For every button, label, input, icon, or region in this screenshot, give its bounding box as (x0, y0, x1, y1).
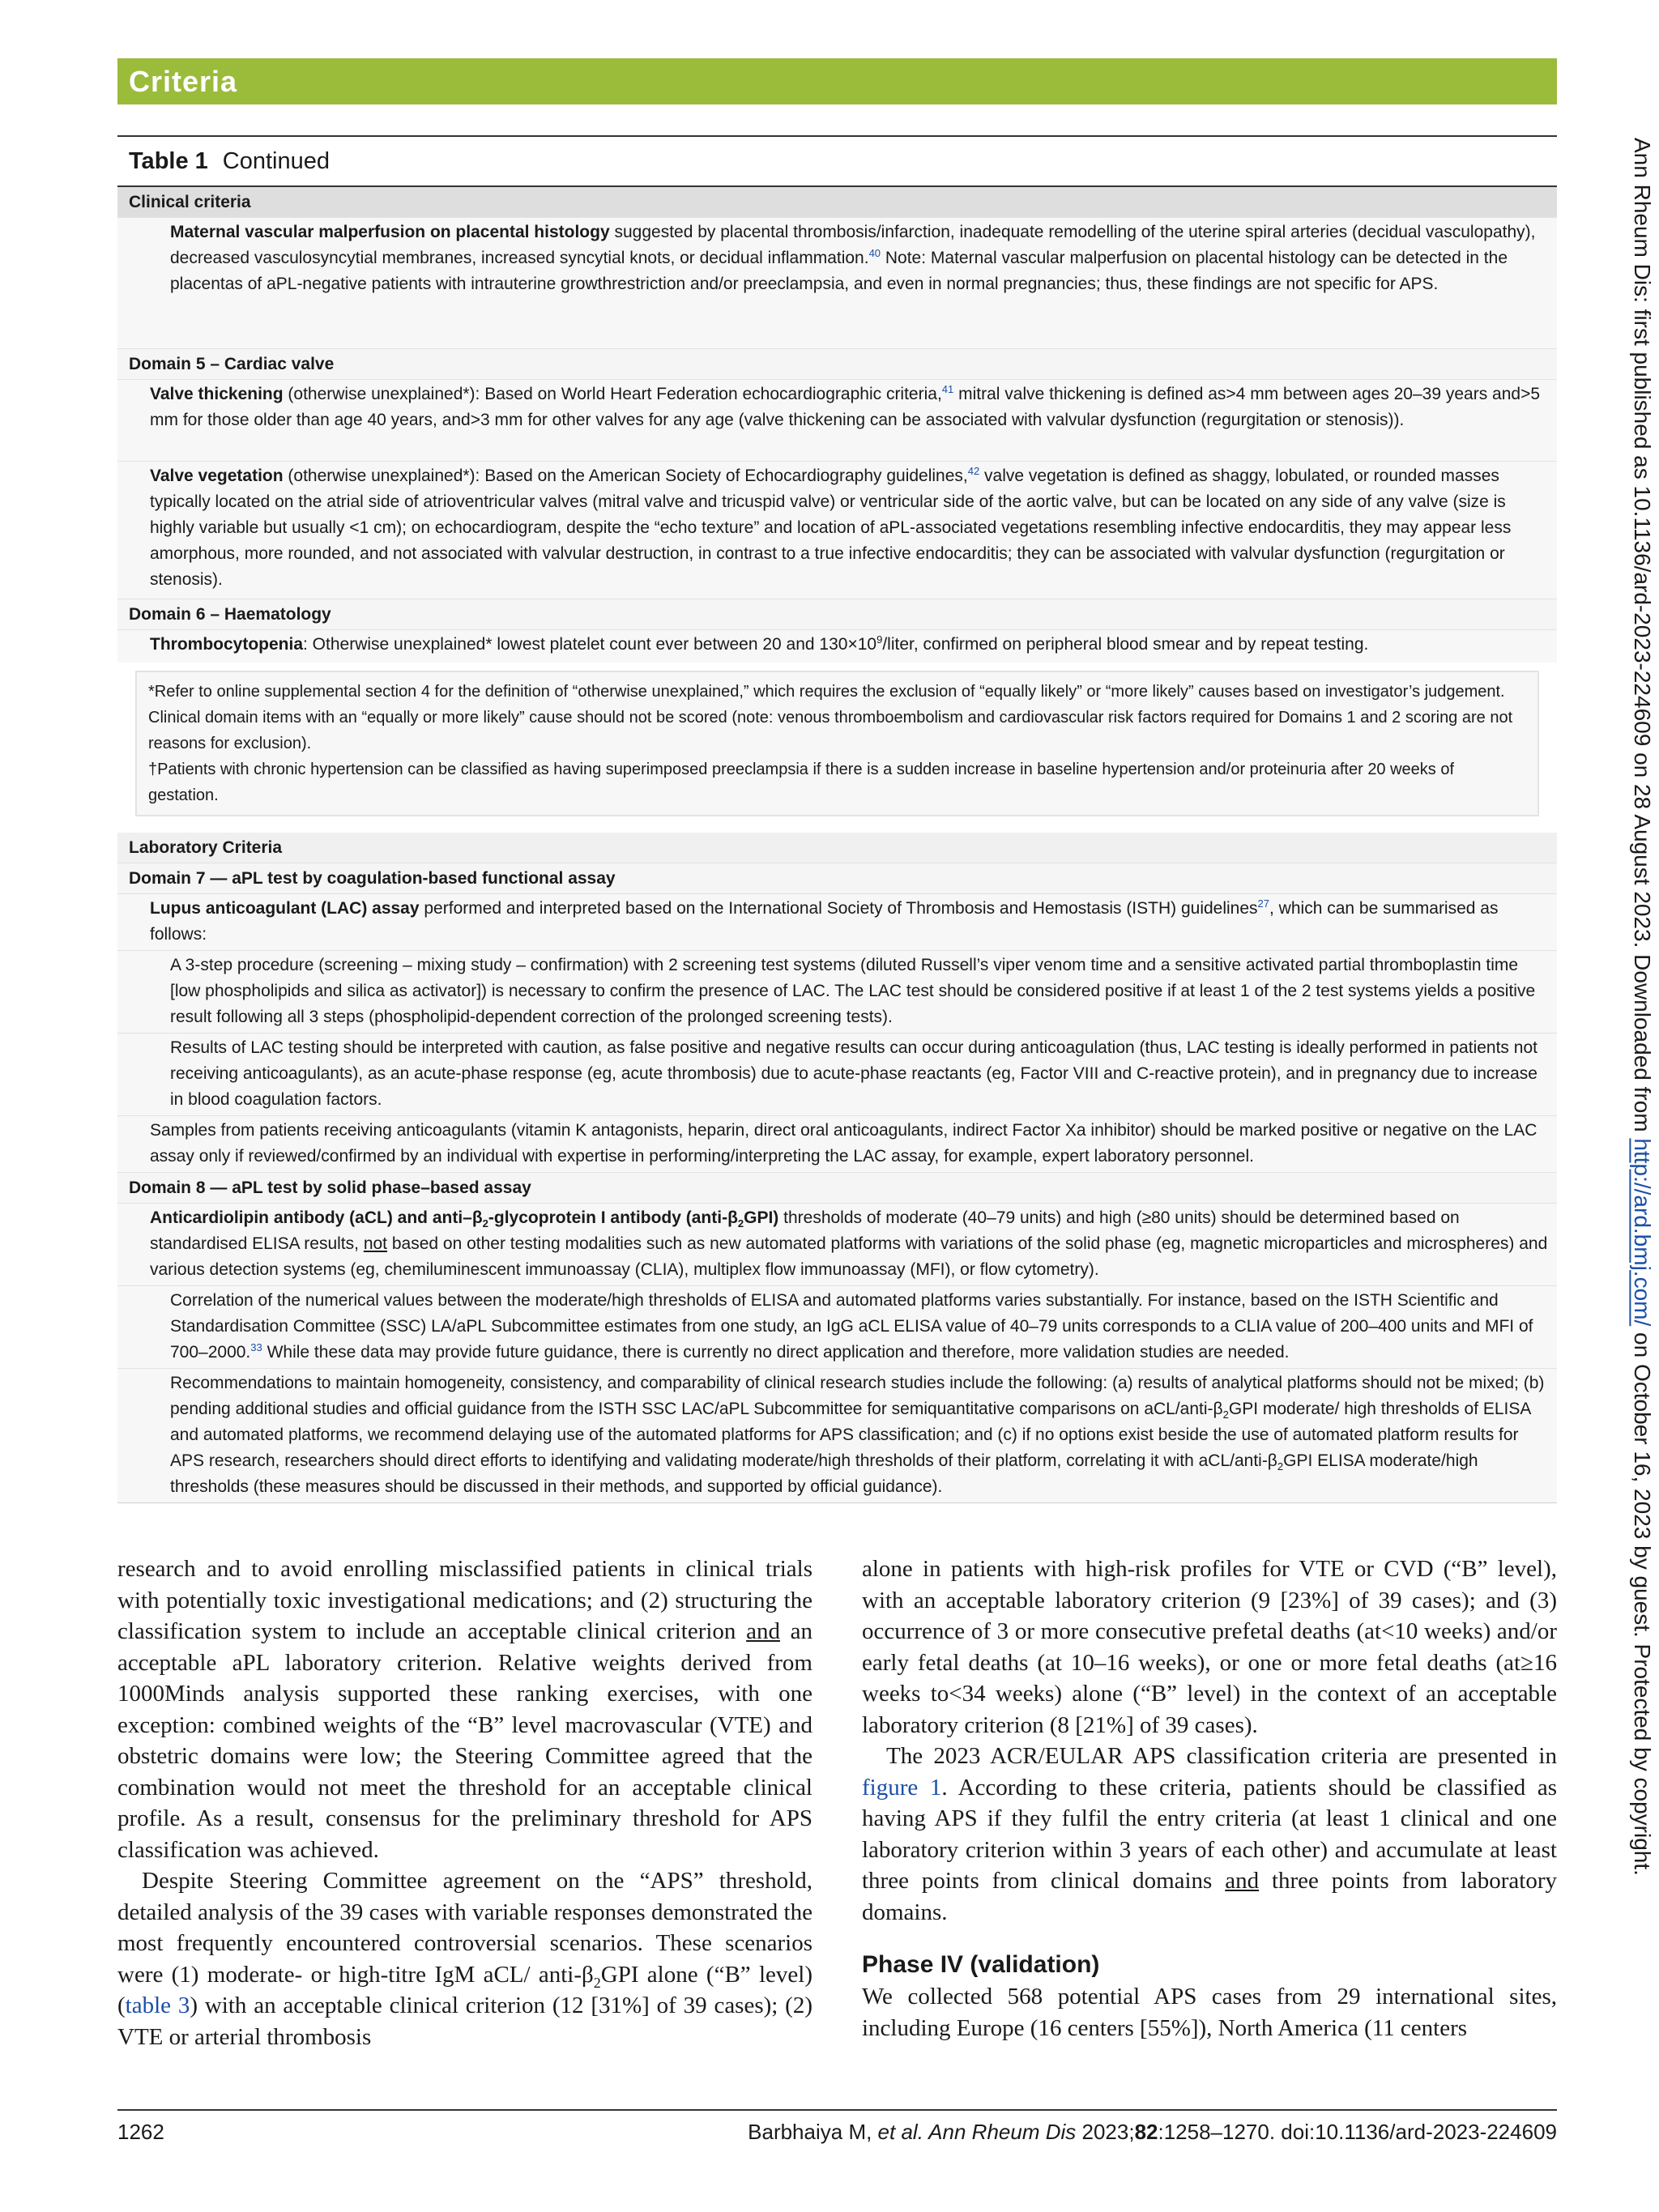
domain6-header: Domain 6 – Haematology (117, 599, 1557, 630)
table3-link[interactable]: table 3 (125, 1993, 190, 2018)
section-banner (117, 58, 1557, 104)
journal-link[interactable]: http://ard.bmj.com/ (1630, 1138, 1655, 1327)
section-label: Criteria (129, 64, 238, 98)
table-row-valve-thickening: Valve thickening (otherwise unexplained*): Based on World Heart Federation echocardiographic criteria,$^{41}$ mitral valve thickening is defined as>4 mm between ages 20–39 years and>5 mm for those older than age 40 years, and>3 mm for other valves for any age (valve thickening can be associated with valvular dysfunction (regurgitation or stenosis)). (117, 380, 1557, 462)
table-row-correlation: Correlation of the numerical values between the moderate/high thresholds of ELISA and automated platforms varies substantially. For instance, based on the ISTH Scientific and Standardisation Committee (SSC) LA/aPL Subcommittee estimates from one study, an IgG aCL ELISA value of 40–79 units corresponds to a CLIA value of 200–400 units and MFI of 700–2000.33 While these data may provide future guidance, there is currently no direct application and therefore, more validation studies are needed. (117, 1286, 1557, 1369)
figure1-link[interactable]: figure 1 (862, 1774, 942, 1801)
paragraph: We collected 568 potential APS cases from 29 international sites, including Europe (16 centers [55%]), North America (11 centers (862, 1984, 1557, 2041)
citation: Barbhaiya M, et al. Ann Rheum Dis 2023;82:1258–1270. doi:10.1136/ard-2023-224609 (748, 2120, 1557, 2144)
table-row-lac: Lupus anticoagulant (LAC) assay performed and interpreted based on the International Society of Thrombosis and Hemostasis (ISTH) guidelines$^{27}$, which can be summarised as follows: (117, 894, 1557, 951)
table-title: Table 1 Continued (117, 135, 1557, 187)
table-row-recommendations: Recommendations to maintain homogeneity, consistency, and comparability of clinical research studies include the following: (a) results of analytical platforms should not be mixed; (b) pending additional studies and official guidance from the ISTH SSC LAC/aPL Subcommittee for semiquantitative comparisons on aCL/$anti-\beta_2GPI$ moderate/ high thresholds of ELISA and automated platforms, we recommend delaying use of the automated platforms for APS classification; and (c) if no options exist beside the use of automated platform results for APS research, researchers should direct efforts to identifying and validating moderate/high thresholds of their platform, correlating it with aCL/$anti-\beta_2GPI$ ELISA moderate/high thresholds (these measures should be discussed in their methods, and supported by official guidance). (117, 1369, 1557, 1503)
domain5-header: Domain 5 – Cardiac valve (117, 349, 1557, 380)
paragraph: The 2023 ACR/EULAR APS classification criteria are presented in figure 1. According to these criteria, patients should be classified as having APS if they fulfil the entry criteria (at least 1 clinical and one laboratory criterion within 3 years of each other) and accumulate at least three points from clinical domains and three points from laboratory domains. (862, 1743, 1557, 1925)
section-heading: Phase IV (validation) (862, 1951, 1100, 1978)
page-number: 1262 (117, 2120, 164, 2144)
paragraph: alone in patients with high-risk profiles for VTE or CVD (“B” level), with an acceptable laboratory criterion (9 [23%] of 39 cases); and (3) occurrence of 3 or more consecutive prefetal deaths (at<10 weeks) and/or early fetal deaths (at 10–16 weeks), or one or more fetal deaths (at≥16 weeks to<34 weeks) alone (“B” level) in the context of an acceptable laboratory criterion (8 [21%] of 39 cases). (862, 1556, 1557, 1738)
table-row-lac-anticoagulants: Samples from patients receiving anticoagulants (vitamin K antagonists, heparin, direct oral anticoagulants, indirect Factor Xa inhibitor) should be marked positive or negative on the LAC assay only if reviewed/confirmed by an individual with expertise in performing/interpreting the LAC assay, for example, expert laboratory personnel. (117, 1116, 1557, 1173)
clinical-criteria-header: Clinical criteria (117, 187, 1557, 218)
paragraph: Despite Steering Committee agreement on the “APS” threshold, detailed analysis of the 39 cases with variable responses demonstrated the most frequently encountered controversial scenarios. These scenarios were (1) moderate- or high-titre IgM aCL/ anti-$\beta_2GPI$ alone (“B” level) (table 3) with an acceptable clinical criterion (12 [31%] of 39 cases); (2) VTE or arterial thrombosis (117, 1868, 812, 2050)
side-provenance-note: Ann Rheum Dis: first published as 10.1136/ard-2023-224609 on 28 August 2023. Downloaded from http://ard.bmj.com/ on October 16, 2023 by guest. Protected by copyright. (1630, 138, 1655, 1876)
table-row-lac-caution: Results of LAC testing should be interpreted with caution, as false positive and negative results can occur during anticoagulation (thus, LAC testing is ideally performed in patients not receiving anticoagulants), as an acute-phase response (eg, acute thrombosis) due to acute-phase reactants (eg, Factor VIII and C-reactive protein), and in pregnancy due to increase in blood coagulation factors. (117, 1034, 1557, 1116)
domain8-header: Domain 8 — aPL test by solid phase–based assay (117, 1173, 1557, 1204)
table-footnotes (135, 671, 1539, 816)
footnote-otherwise-unexplained: *Refer to online supplemental section 4 for the definition of “otherwise unexplained,” which requires the exclusion of “equally likely” or “more likely” causes based on investigator’s judgement. Clinical domain items with an “equally or more likely” cause should not be scored (note: venous thromboembolism and cardiovascular risk factors required for Domains 1 and 2 scoring are not reasons for exclusion). (148, 683, 1513, 752)
table-row-thrombocytopenia: Thrombocytopenia: Otherwise unexplained* lowest platelet count ever between 20 and $130\times 10^9$/liter, confirmed on peripheral blood smear and by repeat testing. (117, 630, 1557, 663)
footer-rule (117, 2109, 1557, 2111)
table-row-mvm: Maternal vascular malperfusion on placental histology suggested by placental thrombosis/infarction, inadequate remodelling of the uterine spiral arteries (decidual vasculopathy), decreased vasculosyncytial membranes, increased syncytial knots, or decidual inflammation.$^{40}$ Note: Maternal vascular malperfusion on placental histology can be detected in the placentas of aPL-negative patients with intrauterine growthrestriction and/or preeclampsia, and even in normal pregnancies; thus, these findings are not specific for APS. (117, 218, 1557, 349)
body-column-left (117, 1554, 812, 2052)
domain7-header: Domain 7 — aPL test by coagulation-based functional assay (117, 863, 1557, 894)
paragraph: research and to avoid enrolling misclassified patients in clinical trials with potentially toxic investigational medications; and (2) structuring the classification system to include an acceptable clinical criterion and an acceptable aPL laboratory criterion. Relative weights derived from 1000Minds analysis supported these ranking exercises, with one exception: combined weights of the “B” level macrovascular (VTE) and obstetric domains were low; the Steering Committee agreed that the combination would not meet the threshold for an acceptable clinical profile. As a result, consensus for the preliminary threshold for APS classification was achieved. (117, 1556, 813, 1863)
table-row-lac-procedure: A 3-step procedure (screening – mixing study – confirmation) with 2 screening test systems (diluted Russell’s viper venom time and a sensitive activated partial thromboplastin time [low phospholipids and silica as activator]) is necessary to confirm the presence of LAC. The LAC test should be considered positive if at least 1 of the 2 test systems yields a positive result following all 3 steps (phospholipid-dependent correction of the prolonged screening tests). (117, 951, 1557, 1034)
criteria-table (117, 135, 1557, 1503)
footnote-hypertension: †Patients with chronic hypertension can be classified as having superimposed preeclampsia if there is a sudden increase in baseline hypertension and/or proteinuria after 20 weeks of gestation. (148, 761, 1455, 804)
laboratory-criteria-header: Laboratory Criteria (117, 833, 1557, 863)
body-column-right (862, 1554, 1557, 2044)
table-row-valve-vegetation: Valve vegetation (otherwise unexplained*): Based on the American Society of Echocardiography guidelines,$^{42}$ valve vegetation is defined as shaggy, lobulated, or rounded masses typically located on the atrial side of atrioventricular valves (mitral valve and tricuspid valve) or ventricular side of the aortic valve, but can be located on any side of any valve (size is highly variable but usually <1 cm); on echocardiogram, despite the “echo texture” and location of aPL-associated vegetations resembling infective endocarditis, they may appear less amorphous, more rounded, and not associated with valvular destruction, in contrast to a true infective endocarditis; they can be associated with valvular dysfunction (regurgitation or stenosis). (117, 462, 1557, 599)
table-row-acl: Anticardiolipin antibody (aCL) and anti–$\beta_2$-glycoprotein I antibody $(anti-\beta_2GPI)$ thresholds of moderate (40–79 units) and high (≥80 units) should be determined based on standardised ELISA results, not based on other testing modalities such as new automated platforms with variations of the solid phase (eg, magnetic microparticles and microspheres) and various detection systems (eg, chemiluminescent immunoassay (CLIA), multiplex flow immunoassay (MFI), or flow cytometry). (117, 1204, 1557, 1286)
